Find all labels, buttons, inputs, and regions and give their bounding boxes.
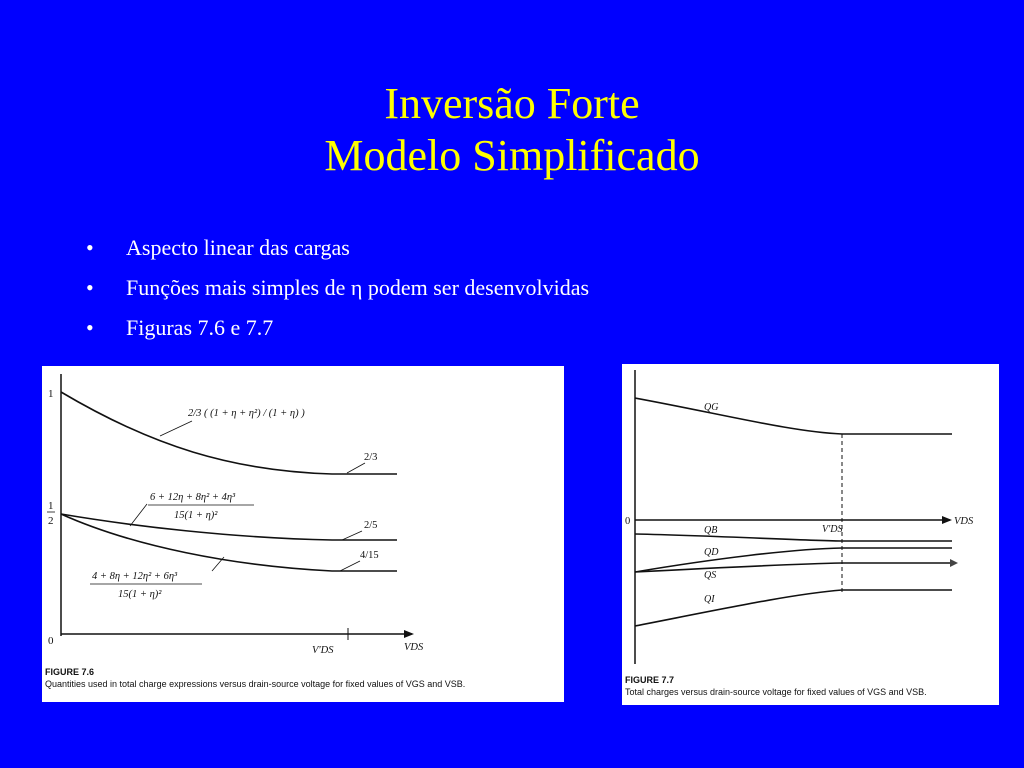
x-axis-label: VDS — [954, 516, 974, 527]
formula-top: 2/3 ( (1 + η + η²) / (1 + η) ) — [188, 408, 305, 419]
label-qb: QB — [704, 525, 718, 536]
bullet-text: Aspecto linear das cargas — [126, 235, 350, 260]
figure-7-6 — [42, 366, 564, 702]
list-item — [86, 308, 589, 348]
figure-7-6-caption — [45, 666, 465, 690]
list-item — [86, 228, 589, 268]
curve-qi — [635, 590, 952, 626]
bullet-glyph: • — [86, 275, 94, 300]
vds-sat-label: V'DS — [822, 524, 843, 535]
label-qg: QG — [704, 402, 719, 413]
title-line-1: Inversão Forte — [384, 79, 640, 128]
slide-title — [0, 78, 1024, 182]
figure-7-7-caption-text: Total charges versus drain-source voltage for fixed values of VGS and VSB. — [625, 687, 927, 697]
leader-mid — [130, 504, 147, 526]
bullet-glyph: • — [86, 315, 94, 340]
leader-low-limit — [340, 561, 360, 571]
title-line-2: Modelo Simplificado — [324, 131, 700, 180]
curve-qs-arrow — [950, 559, 958, 567]
list-item — [86, 268, 589, 308]
label-qd: QD — [704, 547, 719, 558]
x-axis-label: VDS — [404, 642, 424, 653]
leader-top-limit — [347, 463, 365, 473]
limit-top: 2/3 — [364, 452, 378, 463]
figure-7-7-label: FIGURE 7.7 — [625, 675, 675, 685]
y-tick-half-den: 2 — [48, 515, 54, 527]
x-axis-arrow — [404, 630, 414, 638]
limit-low: 4/15 — [360, 550, 379, 561]
curve-qd — [635, 548, 952, 572]
y-tick-0: 0 — [625, 516, 631, 527]
formula-low-den: 15(1 + η)² — [118, 589, 162, 600]
leader-top — [160, 421, 192, 436]
formula-mid-den: 15(1 + η)² — [174, 510, 218, 521]
bullet-text: Figuras 7.6 e 7.7 — [126, 315, 274, 340]
figure-7-6-label: FIGURE 7.6 — [45, 667, 95, 677]
y-tick-half-num: 1 — [48, 500, 54, 512]
curve-top — [61, 392, 397, 474]
bullet-text: Funções mais simples de η podem ser desenvolvidas — [126, 275, 590, 300]
figure-7-7-plot — [622, 364, 999, 674]
limit-mid: 2/5 — [364, 520, 378, 531]
label-qs: QS — [704, 570, 717, 581]
curve-mid — [61, 514, 397, 540]
figure-7-6-plot — [42, 366, 564, 666]
bullet-glyph: • — [86, 235, 94, 260]
bullet-list — [86, 228, 589, 348]
figure-7-6-caption-text: Quantities used in total charge expressions versus drain-source voltage for fixed values of VGS and VSB. — [45, 679, 466, 689]
x-axis-arrow — [942, 516, 952, 524]
y-tick-0: 0 — [48, 635, 54, 647]
curve-qb — [635, 534, 952, 541]
curve-qg — [635, 398, 952, 434]
label-qi: QI — [704, 594, 715, 605]
formula-mid-num: 6 + 12η + 8η² + 4η³ — [150, 492, 236, 503]
figure-7-7 — [622, 364, 999, 705]
vds-sat-label: V'DS — [312, 645, 334, 656]
formula-low-num: 4 + 8η + 12η² + 6η³ — [92, 571, 178, 582]
y-tick-1: 1 — [48, 388, 54, 400]
leader-mid-limit — [342, 531, 362, 540]
figure-7-7-caption — [625, 674, 927, 698]
